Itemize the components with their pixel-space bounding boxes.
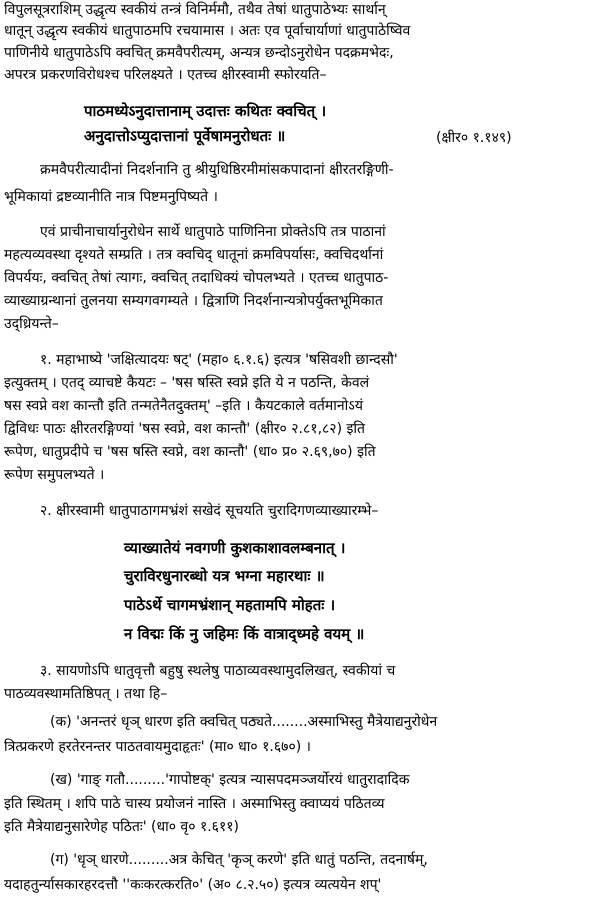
list-item-line: १. महाभाष्ये 'जक्षित्यादयः षट्' (महा० ६.१.६) इत्यत्र 'षसिवशी छान्दसौ' [40,352,398,368]
list-item-line: ३. सायणोऽपि धातुवृत्तौ बहुषु स्थलेषु पाठाव्यवस्थामुदलिखत्, स्वकीयां च [40,663,396,679]
sub-item-line: इति स्थितम् । शपि पाठे चास्य प्रयोजनं नास्ति । अस्माभिस्तु क्वाप्ययं पठितव्य [4,796,385,812]
list-item-line: रूपेण, धातुप्रदीपे च 'षस षस्ति स्वप्ने, वश कान्तौ' (धा० प्र० २.६९,७०) इति [4,444,376,460]
list-item-line: द्विविधः पाठः क्षीरतरङ्गिण्यां 'षस स्वप्ने, वश कान्तौ' (क्षीर० २.८१,८२) इति [4,421,365,437]
sub-item-line: त्रित्प्रकरणे हरतेरनन्तर पाठतवायमुदाहृतः' (मा० धा० १.६७०) । [4,739,311,755]
paragraph-line: एवं प्राचीनाचार्यानुरोधेन सार्थे धातुपाठे पाणिनिना प्रोक्तेऽपि तत्र पाठानां [40,224,386,240]
paragraph-line: अपरत्र प्रकरणविरोधश्च परिलक्ष्यते । एतच्च क्षीरस्वामी स्फोरयति– [4,67,327,83]
list-item-line: रूपेण समुपलभ्यते । [4,467,105,483]
verse-reference: (क्षीर० १.१४९) [436,130,512,146]
paragraph-line: विपुलसूत्रराशिम् उद्धृत्य स्वकीयं तन्त्रं विनिर्ममौ, तथैव तेषां धातुपाठेभ्यः सार्थान् [4,2,386,18]
paragraph-line: पाणिनीये धातुपाठेऽपि क्वचित् क्रमवैपरीत्यम्, अन्यत्र छन्दोऽनुरोधेन पदक्रमभेदः, [4,45,394,61]
paragraph-line: विपर्ययः, क्वचित् तेषां त्यागः, क्वचित् तदाधिक्यं चोपलभ्यते । एतच्च धातुपाठ- [4,270,389,286]
paragraph-line: धातून् उद्धृत्य स्वकीयं धातुपाठमपि रचयामास । अतः एव पूर्वाचार्याणां धातुपाठेष्विव [4,23,411,39]
sub-item-line: (ग) 'धृञ् धारणे.........अत्र केचित् 'कृञ् करणे' इति धातुं पठन्ति, तदनार्षम्, [50,852,428,868]
sub-item-line: यदाहतुर्न्यासकारहरदत्तौ ''कःकरत्करति०' (अ० ८.२.५०) इत्यत्र व्यत्ययेन शप्' [4,877,382,893]
paragraph-line: क्रमवैपरीत्यादीनां निदर्शनानि तु श्रीयुधिष्ठिरमीमांसकपादानां क्षीरतरङ्गिणी- [40,162,394,178]
verse-line: चुराविरधुनारब्धो यत्र भग्ना महारथाः ॥ [124,567,325,585]
verse-line: व्याख्यातेयं नवगणी कुशकाशावलम्बनात् । [124,539,346,557]
list-item-line: इत्युक्तम् । एतद् व्याचष्टे कैयटः – 'षस षस्ति स्वप्ने इति ये न पठन्ति, केवलं [4,375,370,391]
paragraph-line: महत्यव्यवस्था दृश्यते सम्प्रति । तत्र क्वचिद् धातूनां क्रमविपर्यासः, क्वचिदर्थानां [4,247,384,263]
sub-item-line: (क) 'अनन्तरं धृञ् धारण इति क्वचित् पठ्यते........अस्माभिस्तु मैत्रेयाद्यनुरोधेन [50,714,438,730]
verse-line: न विद्मः किं नु जहिमः किं वात्राद्ध्महे वयम् ॥ [124,625,365,643]
verse-line: पाठमध्येऽनुदात्तानाम् उदात्तः कथितः क्वचित् । [84,102,327,120]
sub-item-line: (ख) 'गाङ् गतौ.........'गापोष्टक्' इत्यत्र न्यासपदमञ्जर्योरयं धातुरादादिक [50,772,410,788]
list-item-line: २. क्षीरस्वामी धातुपाठागमभ्रंशं सखेदं सूचयति चुरादिगणव्याख्यारम्भे– [40,503,379,519]
verse-line: पाठेऽर्थे चागमभ्रंशान् महतामपि मोहतः । [124,596,336,614]
sub-item-line: इति मैत्रेयाद्यनुसारेणेह पठितः' (धा० वृ० १.६११) [4,819,239,835]
paragraph-line: भूमिकायां द्रष्टव्यानीति नात्र पिष्टमनुपिष्यते । [4,189,218,205]
verse-line: अनुदात्तोऽप्युदात्तानां पूर्वेषामनुरोधतः ॥ [84,127,286,145]
paragraph-line: उद्ध्रियन्ते– [4,316,59,332]
list-item-line: पाठव्यवस्थामतिष्ठिपत् । तथा हि– [4,686,168,702]
paragraph-line: व्याख्याग्रन्थानां तुलनया सम्यगवगम्यते । द्वित्राणि निदर्शनान्यत्रोपर्युक्तभूमिकात [4,293,383,309]
list-item-line: षस स्वप्ने वश कान्तौ इति तन्मतेनैतदुक्तम्' –इति । कैयटकाले वर्तमानोऽयं [4,398,363,414]
